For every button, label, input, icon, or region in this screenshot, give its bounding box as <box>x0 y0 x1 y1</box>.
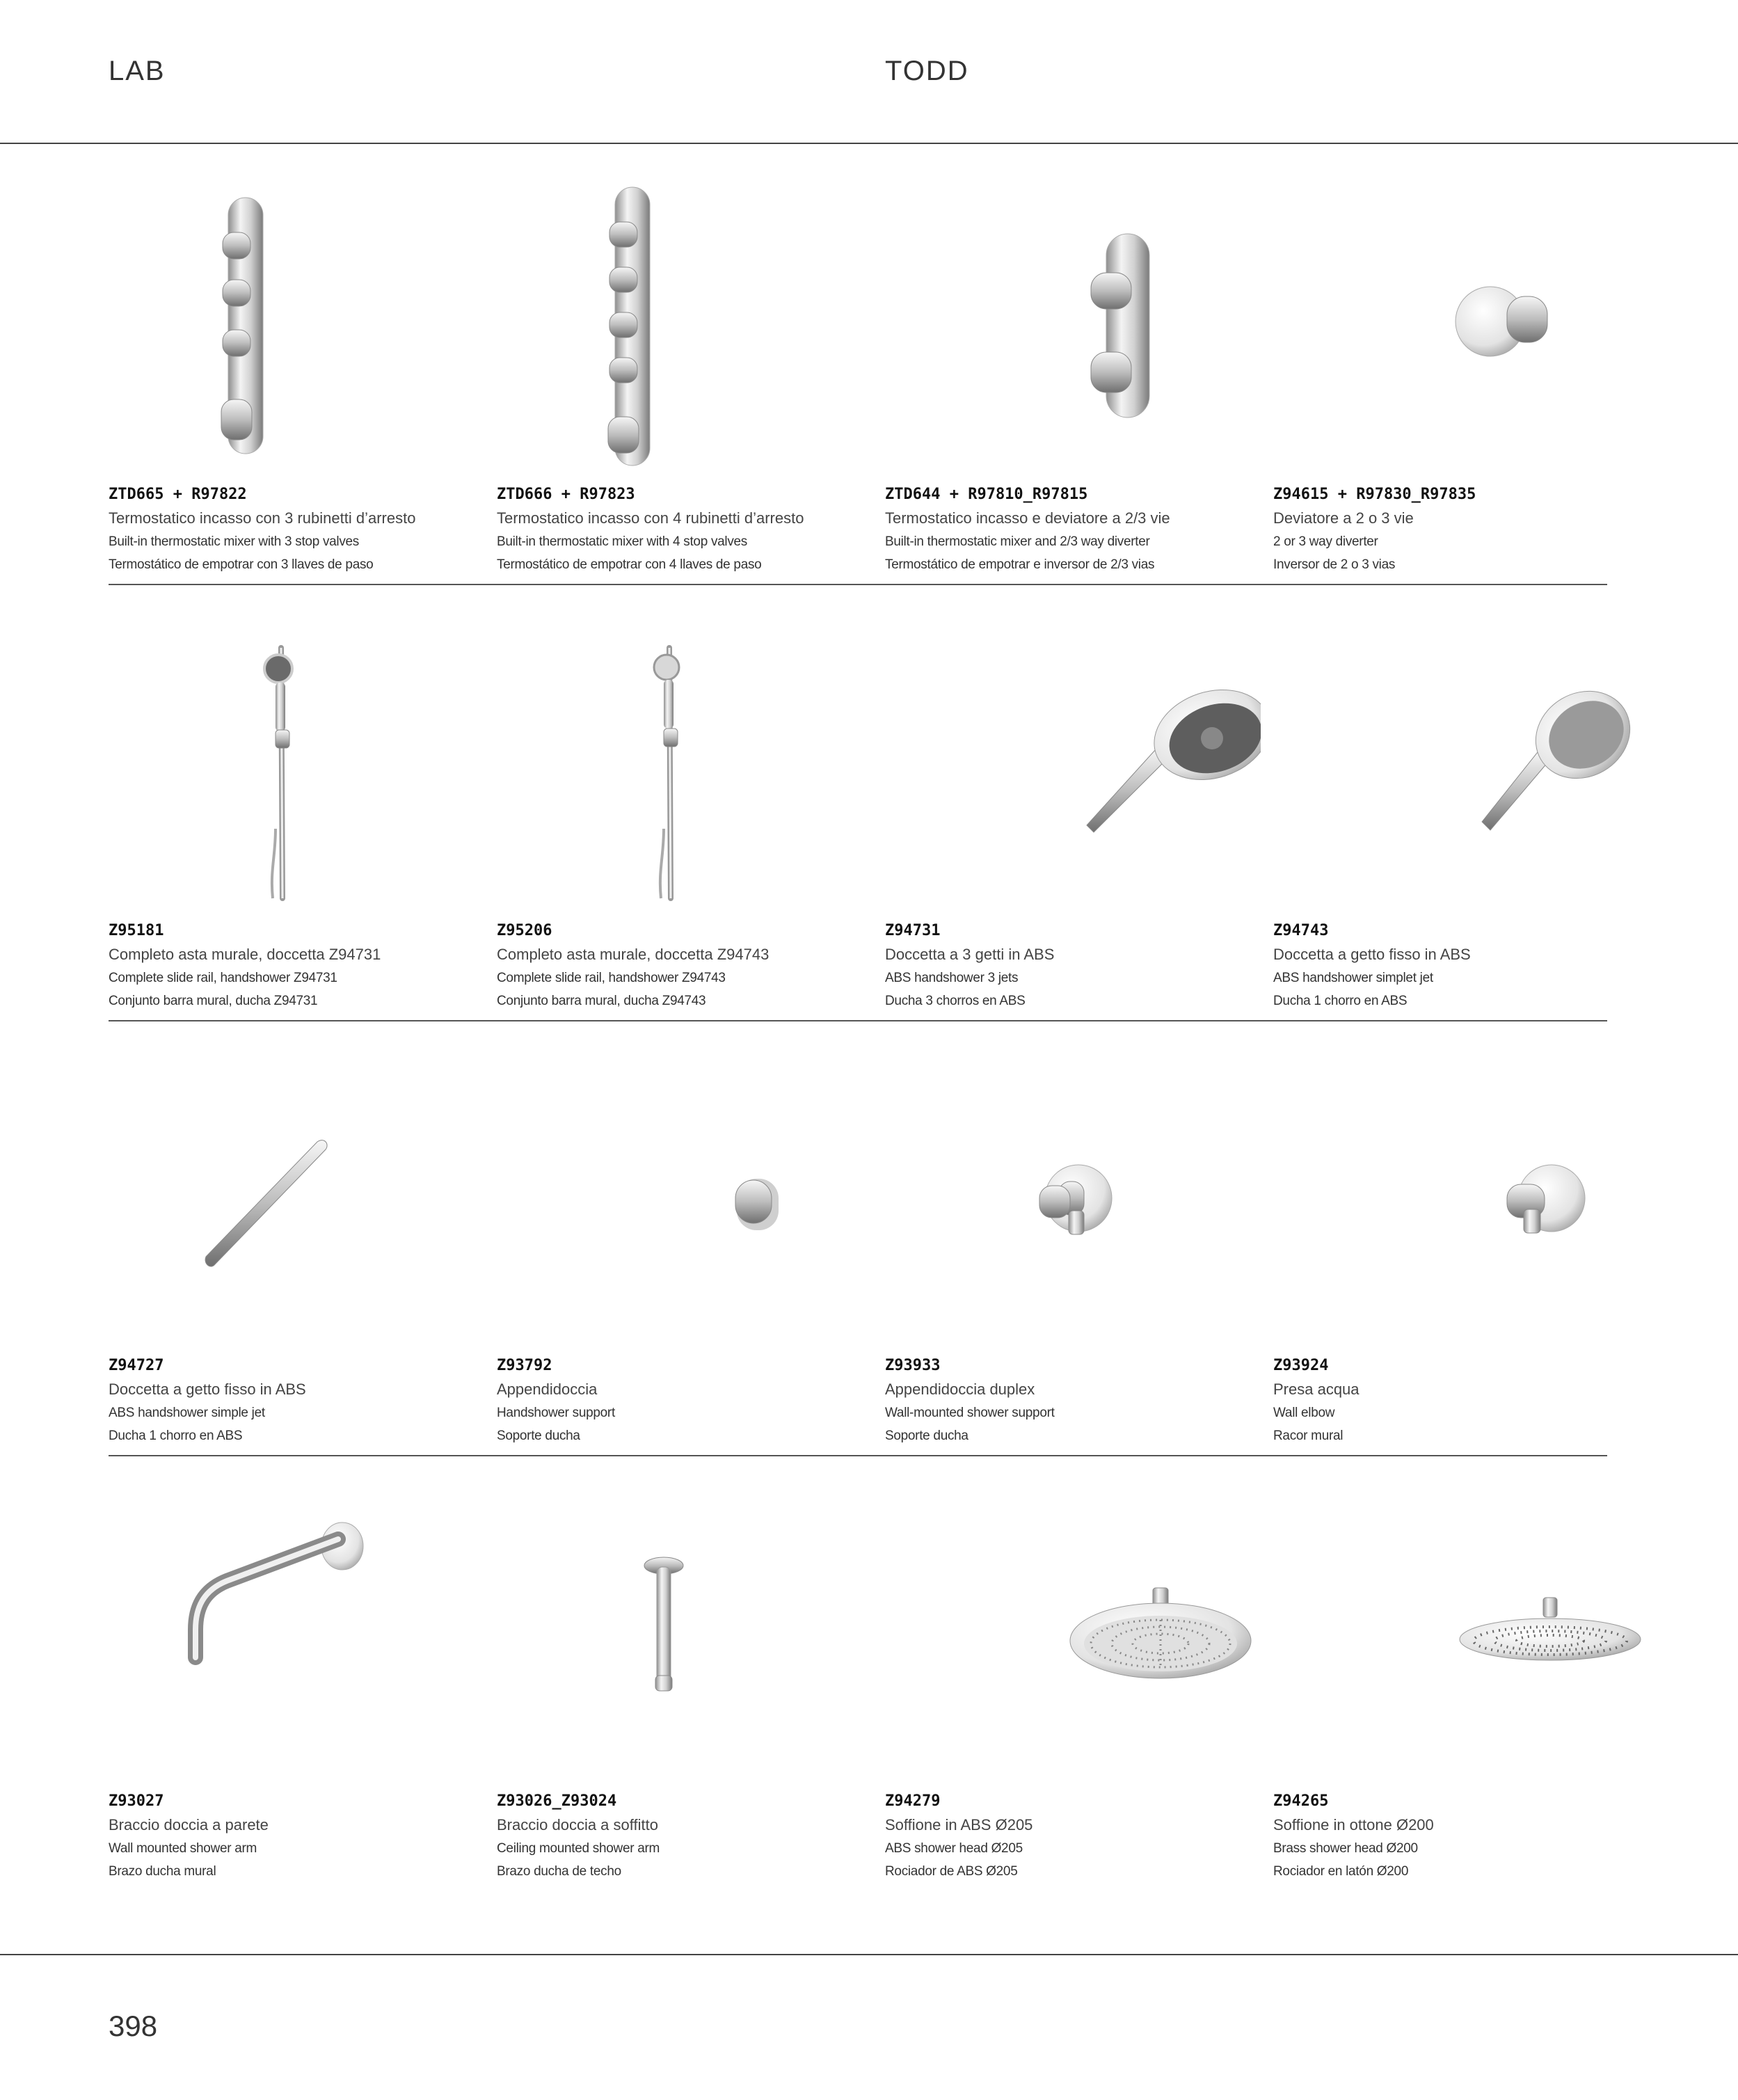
description-it: Soffione in ottone Ø200 <box>1273 1816 1434 1833</box>
product-card[interactable] <box>497 156 872 584</box>
description-es: Inversor de 2 o 3 vias <box>1273 557 1396 572</box>
description-it: Doccetta a 3 getti in ABS <box>885 946 1055 963</box>
description-es: Soporte ducha <box>885 1429 968 1443</box>
thermostatic-panel-4-icon <box>497 156 872 469</box>
description-it: Doccetta a getto fisso in ABS <box>1273 946 1471 963</box>
description-es: Termostático de empotrar con 4 llaves de paso <box>497 557 762 572</box>
product-code: Z93026_Z93024 <box>497 1792 617 1810</box>
description-es: Conjunto barra mural, ducha Z94743 <box>497 994 706 1008</box>
description-en: Wall mounted shower arm <box>109 1841 257 1856</box>
description-en: Complete slide rail, handshower Z94743 <box>497 971 726 985</box>
product-code: Z95206 <box>497 922 552 939</box>
product-code: ZTD644 + R97810_R97815 <box>885 486 1088 503</box>
description-it: Braccio doccia a soffitto <box>497 1816 658 1833</box>
description-es: Conjunto barra mural, ducha Z94731 <box>109 994 318 1008</box>
product-code: ZTD666 + R97823 <box>497 486 635 503</box>
product-code: ZTD665 + R97822 <box>109 486 247 503</box>
description-it: Completo asta murale, doccetta Z94743 <box>497 946 770 963</box>
product-row <box>109 156 1607 585</box>
product-row <box>109 592 1607 1021</box>
product-card[interactable] <box>109 156 484 584</box>
product-code: Z94743 <box>1273 922 1329 939</box>
description-en: Wall elbow <box>1273 1406 1335 1420</box>
description-it: Termostatico incasso con 3 rubinetti d’arresto <box>109 509 416 527</box>
description-en: Wall-mounted shower support <box>885 1406 1055 1420</box>
product-code: Z94615 + R97830_R97835 <box>1273 486 1476 503</box>
page-number: 398 <box>109 2010 158 2042</box>
stick-handshower-icon <box>109 1027 484 1340</box>
description-it: Presa acqua <box>1273 1381 1360 1398</box>
product-card[interactable] <box>1273 156 1649 584</box>
product-card[interactable] <box>1273 592 1649 1020</box>
brand-left: LAB <box>109 56 166 86</box>
product-code: Z93027 <box>109 1792 164 1810</box>
diverter-knob-icon <box>1273 156 1649 469</box>
description-es: Rociador en latón Ø200 <box>1273 1864 1409 1879</box>
description-es: Ducha 1 chorro en ABS <box>1273 994 1408 1008</box>
product-card[interactable] <box>109 1027 484 1455</box>
product-card[interactable] <box>885 592 1261 1020</box>
product-card[interactable] <box>497 592 872 1020</box>
slide-rail-icon <box>497 592 872 905</box>
product-card[interactable] <box>1273 1027 1649 1455</box>
ceiling-shower-arm-icon <box>497 1463 872 1776</box>
description-en: Ceiling mounted shower arm <box>497 1841 660 1856</box>
shower-holder-icon <box>497 1027 872 1340</box>
description-it: Appendidoccia <box>497 1381 598 1398</box>
product-card[interactable] <box>497 1027 872 1455</box>
product-card[interactable] <box>109 592 484 1020</box>
product-code: Z93933 <box>885 1357 941 1374</box>
description-it: Braccio doccia a parete <box>109 1816 269 1833</box>
product-code: Z94727 <box>109 1357 164 1374</box>
shower-head-icon <box>885 1463 1261 1776</box>
product-code: Z94279 <box>885 1792 941 1810</box>
description-it: Termostatico incasso e deviatore a 2/3 vie <box>885 509 1170 527</box>
product-row <box>109 1463 1607 1891</box>
description-it: Doccetta a getto fisso in ABS <box>109 1381 306 1398</box>
product-card[interactable] <box>885 156 1261 584</box>
product-code: Z93924 <box>1273 1357 1329 1374</box>
description-en: Complete slide rail, handshower Z94731 <box>109 971 337 985</box>
duplex-holder-icon <box>885 1027 1261 1340</box>
product-code: Z94731 <box>885 922 941 939</box>
description-en: Built-in thermostatic mixer and 2/3 way diverter <box>885 534 1150 549</box>
product-card[interactable] <box>885 1463 1261 1891</box>
description-es: Racor mural <box>1273 1429 1344 1443</box>
wall-shower-arm-icon <box>109 1463 484 1776</box>
product-card[interactable] <box>885 1027 1261 1455</box>
footer-divider <box>0 1954 1738 1955</box>
description-it: Soffione in ABS Ø205 <box>885 1816 1033 1833</box>
description-es: Rociador de ABS Ø205 <box>885 1864 1018 1879</box>
product-code: Z95181 <box>109 922 164 939</box>
handshower-icon <box>885 592 1261 905</box>
description-es: Brazo ducha de techo <box>497 1864 621 1879</box>
header-divider <box>0 143 1738 144</box>
description-en: Handshower support <box>497 1406 615 1420</box>
product-code: Z94265 <box>1273 1792 1329 1810</box>
description-es: Ducha 3 chorros en ABS <box>885 994 1026 1008</box>
description-en: 2 or 3 way diverter <box>1273 534 1378 549</box>
description-en: ABS shower head Ø205 <box>885 1841 1023 1856</box>
description-en: Brass shower head Ø200 <box>1273 1841 1418 1856</box>
description-es: Brazo ducha mural <box>109 1864 216 1879</box>
description-en: Built-in thermostatic mixer with 3 stop valves <box>109 534 359 549</box>
description-it: Deviatore a 2 o 3 vie <box>1273 509 1414 527</box>
brand-right: TODD <box>885 56 969 86</box>
product-row <box>109 1027 1607 1456</box>
description-it: Termostatico incasso con 4 rubinetti d’arresto <box>497 509 804 527</box>
description-en: ABS handshower simple jet <box>109 1406 265 1420</box>
description-en: Built-in thermostatic mixer with 4 stop valves <box>497 534 747 549</box>
product-card[interactable] <box>1273 1463 1649 1891</box>
description-en: ABS handshower 3 jets <box>885 971 1019 985</box>
description-it: Appendidoccia duplex <box>885 1381 1035 1398</box>
thermostatic-diverter-icon <box>885 156 1261 469</box>
product-card[interactable] <box>109 1463 484 1891</box>
shower-head-icon <box>1273 1463 1649 1776</box>
description-it: Completo asta murale, doccetta Z94731 <box>109 946 381 963</box>
handshower-icon <box>1273 592 1649 905</box>
slide-rail-icon <box>109 592 484 905</box>
description-en: ABS handshower simplet jet <box>1273 971 1433 985</box>
product-card[interactable] <box>497 1463 872 1891</box>
description-es: Soporte ducha <box>497 1429 580 1443</box>
description-es: Termostático de empotrar con 3 llaves de paso <box>109 557 374 572</box>
thermostatic-panel-3-icon <box>109 156 484 469</box>
description-es: Ducha 1 chorro en ABS <box>109 1429 243 1443</box>
product-code: Z93792 <box>497 1357 552 1374</box>
description-es: Termostático de empotrar e inversor de 2/3 vias <box>885 557 1155 572</box>
wall-elbow-icon <box>1273 1027 1649 1340</box>
